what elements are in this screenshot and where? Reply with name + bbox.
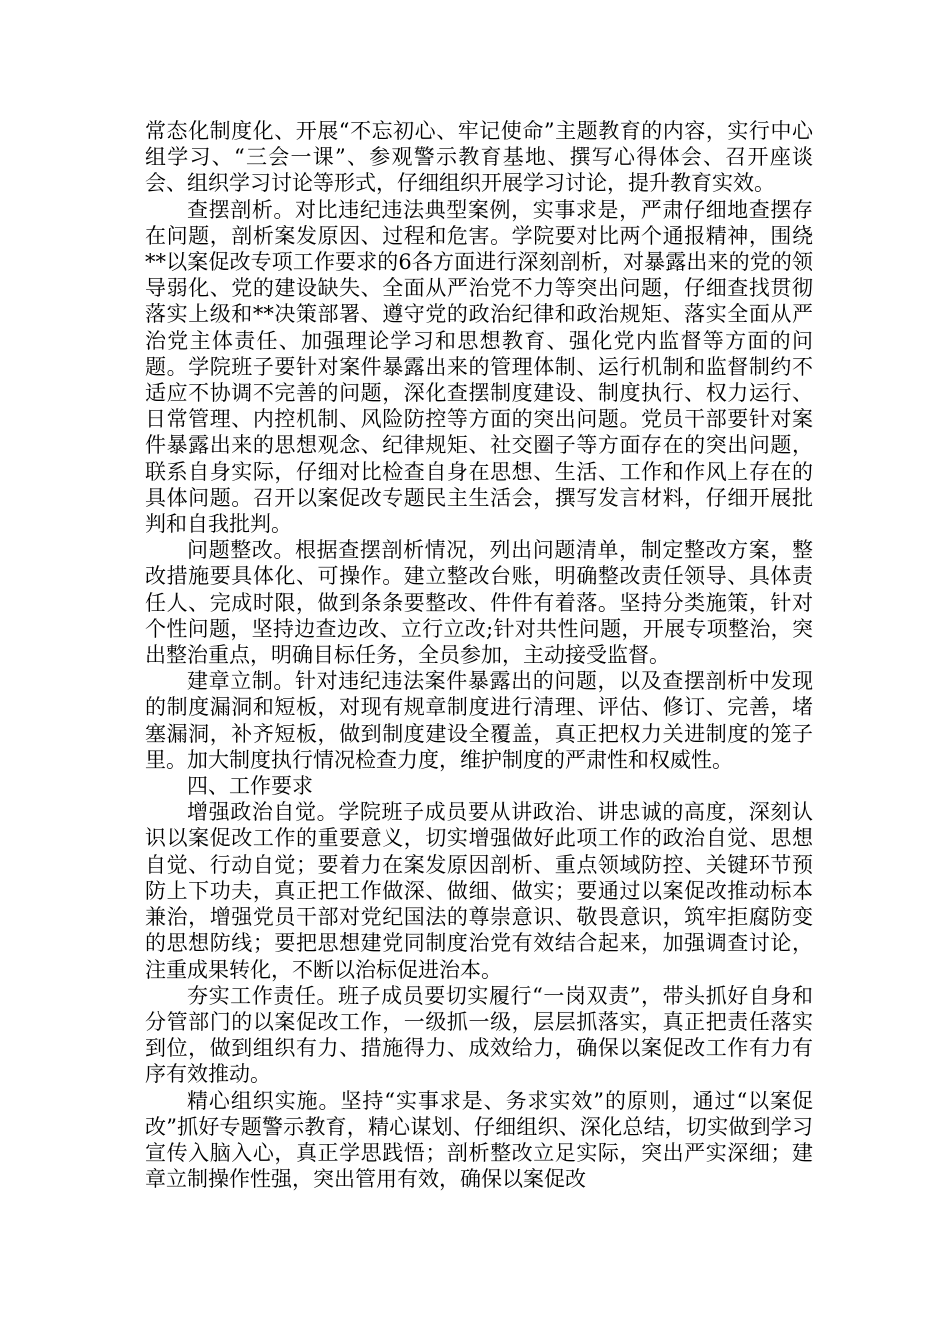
paragraph-establish-rules: 建章立制。针对违纪违法案件暴露出的问题，以及查摆剖析中发现的制度漏洞和短板，对现有规章制度进行清理、评估、修订、完善，堵塞漏洞，补齐短板，做到制度建设全覆盖，真正把权力关进制度的笼子里。加大制度执行情况检查力度，维护制度的严肃性和权威性。 [145, 669, 813, 772]
document-page [145, 118, 813, 1192]
paragraph-work-responsibility: 夯实工作责任。班子成员要切实履行“一岗双责”，带头抓好自身和分管部门的以案促改工作，一级抓一级，层层抓落实，真正把责任落实到位，做到组织有力、措施得力、成效给力，确保以案促改工作有力有序有效推动。 [145, 983, 813, 1087]
paragraph-organize-implementation: 精心组织实施。坚持“实事求是、务求实效”的原则，通过“以案促改”抓好专题警示教育，精心谋划、仔细组织、深化总结，切实做到学习宣传入脑入心，真正学思践悟；剖析整改立足实际，突出严实深细；建章立制操作性强，突出管用有效，确保以案促改 [145, 1088, 813, 1192]
section-heading-work-requirements: 四、工作要求 [187, 774, 313, 799]
paragraph-study-intro: 常态化制度化、开展“不忘初心、牢记使命”主题教育的内容，实行中心组学习、“三会一课”、参观警示教育基地、撰写心得体会、召开座谈会、组织学习讨论等形式，仔细组织开展学习讨论，提升教育实效。 [145, 119, 813, 196]
paragraph-inspection-analysis: 查摆剖析。对比违纪违法典型案例，实事求是，严肃仔细地查摆存在问题，剖析案发原因、过程和危害。学院要对比两个通报精神，围绕**以案促改专项工作要求的6各方面进行深刻剖析，对暴露出来的党的领导弱化、党的建设缺失、全面从严治党不力等突出问题，仔细查找贯彻落实上级和**决策部署、遵守党的政治纪律和政治规矩、落实全面从严治党主体责任、加强理论学习和思想教育、强化党内监督等方面的问题。学院班子要针对案件暴露出来的管理体制、运行机制和监督制约不适应不协调不完善的问题，深化查摆制度建设、制度执行、权力运行、日常管理、内控机制、风险防控等方面的突出问题。党员干部要针对案件暴露出来的思想观念、纪律规矩、社交圈子等方面存在的突出问题，联系自身实际，仔细对比检查自身在思想、生活、工作和作风上存在的具体问题。召开以案促改专题民主生活会，撰写发言材料，仔细开展批判和自我批判。 [145, 197, 813, 537]
paragraph-political-awareness: 增强政治自觉。学院班子成员要从讲政治、讲忠诚的高度，深刻认识以案促改工作的重要意义，切实增强做好此项工作的政治自觉、思想自觉、行动自觉；要着力在案发原因剖析、重点领域防控、关键环节预防上下功夫，真正把工作做深、做细、做实；要通过以案促改推动标本兼治，增强党员干部对党纪国法的尊崇意识、敬畏意识，筑牢拒腐防变的思想防线；要把思想建党同制度治党有效结合起来，加强调查讨论，注重成果转化，不断以治标促进治本。 [145, 800, 813, 982]
paragraph-problem-rectification: 问题整改。根据查摆剖析情况，列出问题清单，制定整改方案，整改措施要具体化、可操作。建立整改台账，明确整改责任领导、具体责任人、完成时限，做到条条要整改、件件有着落。坚持分类施策，针对个性问题，坚持边查边改、立行立改;针对共性问题，开展专项整治，突出整治重点，明确目标任务，全员参加，主动接受监督。 [145, 538, 813, 668]
